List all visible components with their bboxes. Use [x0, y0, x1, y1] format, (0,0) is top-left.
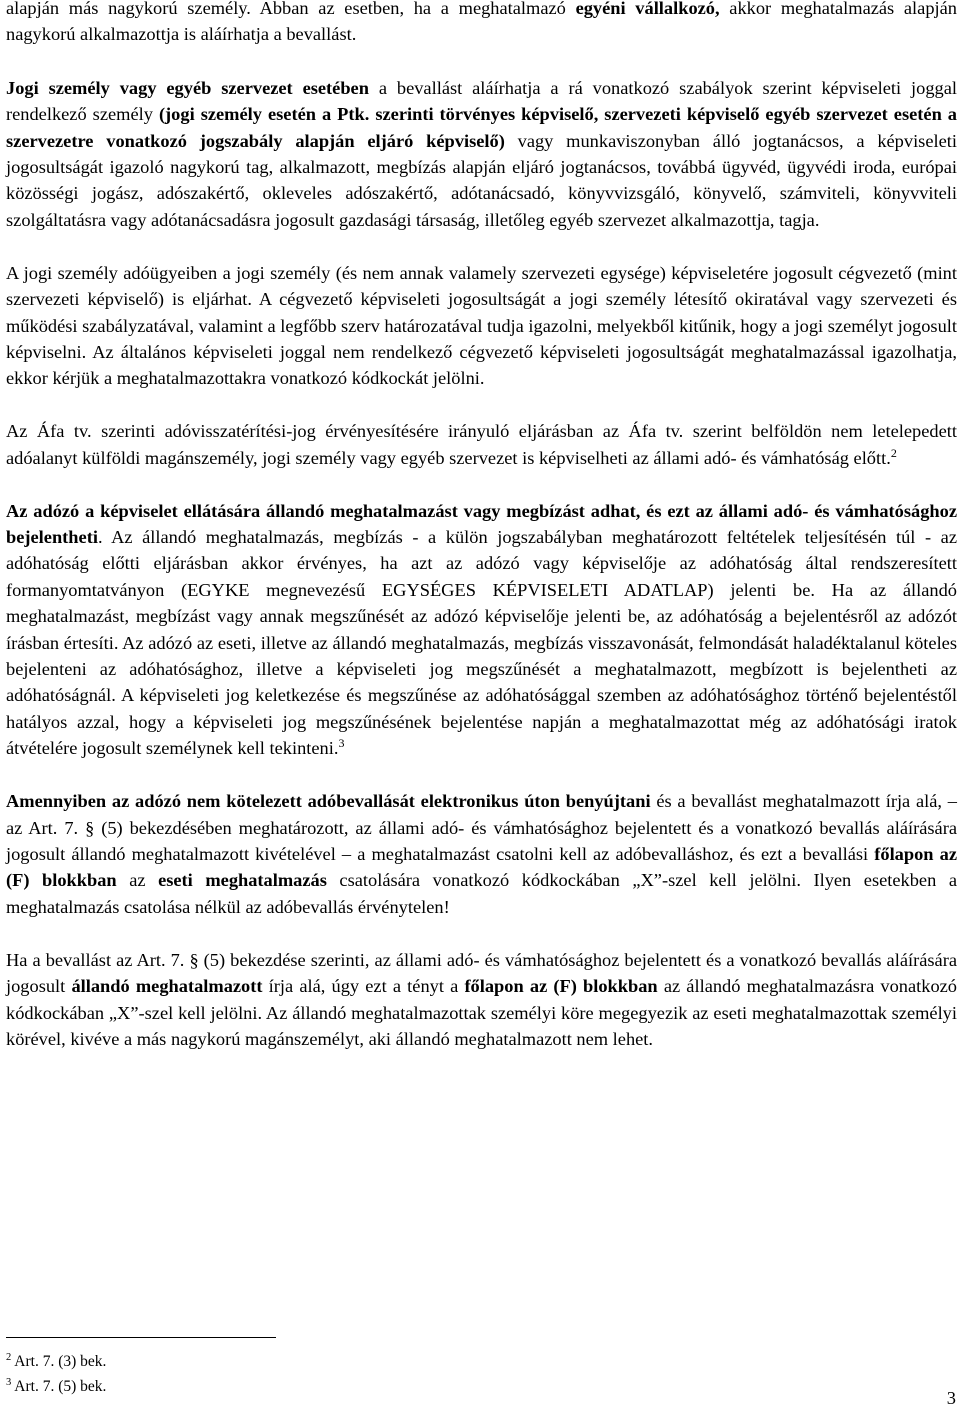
bold-text: állandó meghatalmazott — [71, 976, 263, 997]
text-run: írja alá, úgy ezt a tényt a — [262, 976, 465, 997]
text-run: a bevallást aláírhatja a rá vonatkozó szabályok szerint képviseleti joggal rendelkező személy — [6, 77, 957, 125]
text-run: . Az állandó meghatalmazás, megbízás - a külön jogszabályban meghatározott feltételek teljesítésén túl - az adóhatóság előtti eljárásban akkor érvényes, ha azt az adózó vagy képviselője az adóhatóság által rendszeresített formanyomtatványon (EGYKE megnevezésű EGYSÉGES KÉPVISELETI ADATLAP) jelenti be. Ha az állandó meghatalmazást, megbízást vagy annak megszűnését az adózó képviselője jelenti be, az adóhatóság a bejelentésről az adózót írásban értesíti. Az adózó az eseti, illetve az állandó meghatalmazás, megbízás visszavonását, felmondását haladéktalanul köteles bejelenteni az adóhatósághoz, illetve a képviseleti jog megszűnését a meghatalmazott, megbízott is bejelentheti az adóhatóságnál. A képviseleti jog keletkezése és megszűnése az adóhatósággal szemben az adóhatósághoz történő bejelentéstől hatályos azzal, hogy a képviseleti jog megszűnésének bejelentése napján a meghatalmazottat még az adóhatósági iratok átvételére jogosult személynek kell tekinteni. — [6, 527, 957, 759]
text-run: A jogi személy adóügyeiben a jogi személy (és nem annak valamely szervezeti egysége) képviseletére jogosult cégvezető (mint szervezeti képviselő) is eljárhat. A cégvezető képviseleti jogosultságát a jogi személy létesítő okiratával vagy szervezeti és működési szabályzatával, valamint a legfőbb szerv határozatával tudja igazolni, melyekből kitűnik, hogy a jogi személyt jogosult képviselni. Az általános képviseleti joggal nem rendelkező cégvezető képviseleti jogosultságát meghatalmazással igazolhatja, ekkor kérjük a meghatalmazottakra vonatkozó kódkockát jelölni. — [6, 262, 957, 389]
paragraph — [6, 75, 957, 233]
text-run: az állandó meghatalmazásra vonatkozó kódkockában „X”-szel kell jelölni. Az állandó meghatalmazottak személyi köre megegyezik az eseti meghatalmazottak személyi körével, kivéve a más nagykorú magánszemélyt, aki állandó meghatalmazott nem lehet. — [6, 976, 957, 1049]
bold-text: egyéni vállalkozó, — [575, 0, 720, 18]
footnote-separator — [6, 1337, 276, 1338]
paragraph — [6, 788, 957, 920]
paragraph — [6, 947, 957, 1053]
text-run: akkor meghatalmazás alapján nagykorú alkalmazottja is aláírhatja a bevallást. — [6, 0, 957, 45]
paragraph — [6, 418, 957, 471]
paragraph — [6, 498, 957, 762]
paragraph — [6, 260, 957, 392]
bold-text: főlapon az (F) blokkban — [464, 976, 658, 997]
footnote — [6, 1348, 106, 1373]
footnote-number: 2 — [6, 1352, 12, 1363]
text-run: és a bevallást meghatalmazott írja alá, – az Art. 7. § (5) bekezdésében meghatározott, az állami adó- és vámhatósághoz bejelentett és a vonatkozó bevallás aláírására jogosult állandó meghatalmazott kivételével – a meghatalmazást csatolni kell az adóbevalláshoz, és ezt a bevallási — [6, 791, 957, 864]
bold-text: Amennyiben az adózó nem kötelezett adóbevallását elektronikus úton benyújtani — [6, 791, 651, 812]
text-run: alapján más nagykorú személy. Abban az esetben, ha a meghatalmazó — [6, 0, 576, 18]
bold-text: (jogi személy esetén a Ptk. szerinti törvényes képviselő, szervezeti képviselő egyéb szervezet esetén a szervezetre vonatkozó jogszabály alapján eljáró képviselő) — [6, 104, 957, 151]
text-run: vagy munkaviszonyban álló jogtanácsos, a képviseleti jogosultságát igazoló nagykorú tag, alkalmazott, megbízás alapján eljáró jogtanácsos, továbbá ügyvéd, ügyvédi iroda, európai közösségi jogász, adószakértő, okleveles adószakértő, adótanácsadó, könyvvizsgáló, könyvelő, számviteli, könyvviteli szolgáltatásra vagy adótanácsadásra jogosult gazdasági társaság, illetőleg egyéb szervezet alkalmazottja, tagja. — [6, 130, 957, 230]
page-number: 3 — [946, 1388, 956, 1408]
bold-text: Az adózó a képviselet ellátására állandó meghatalmazást vagy megbízást adhat, és ezt az állami adó- és vámhatósághoz bejelentheti — [6, 500, 957, 547]
document-body — [6, 0, 957, 1079]
footnote-reference: 3 — [338, 736, 345, 751]
footnote-reference: 2 — [890, 445, 897, 460]
bold-text: főlapon az (F) blokkban — [6, 843, 957, 891]
paragraph — [6, 0, 957, 48]
footnote — [6, 1373, 106, 1398]
text-run: Az Áfa tv. szerinti adóvisszatérítési-jog érvényesítésére irányuló eljárásban az Áfa tv. szerint belföldön nem letelepedett adóalanyt külföldi magánszemély, jogi személy vagy egyéb szervezet is képviselheti az állami adó- és vámhatóság előtt. — [6, 421, 957, 468]
footnote-text: Art. 7. (3) bek. — [14, 1353, 107, 1371]
text-run: az — [116, 870, 159, 891]
footnote-number: 3 — [6, 1376, 12, 1388]
bold-text: eseti meghatalmazás — [158, 870, 327, 891]
footnote-text: Art. 7. (5) bek. — [14, 1377, 107, 1395]
text-run: Ha a bevallást az Art. 7. § (5) bekezdése szerinti, az állami adó- és vámhatósághoz bejelentett és a vonatkozó bevallás aláírására jogosult — [6, 949, 957, 997]
bold-text: Jogi személy vagy egyéb szervezet esetében — [6, 77, 369, 98]
text-run: csatolására vonatkozó kódkockában „X”-szel kell jelölni. Ilyen esetekben a meghatalmazás csatolása nélkül az adóbevallás érvénytelen! — [6, 870, 957, 917]
footnotes — [6, 1348, 106, 1397]
